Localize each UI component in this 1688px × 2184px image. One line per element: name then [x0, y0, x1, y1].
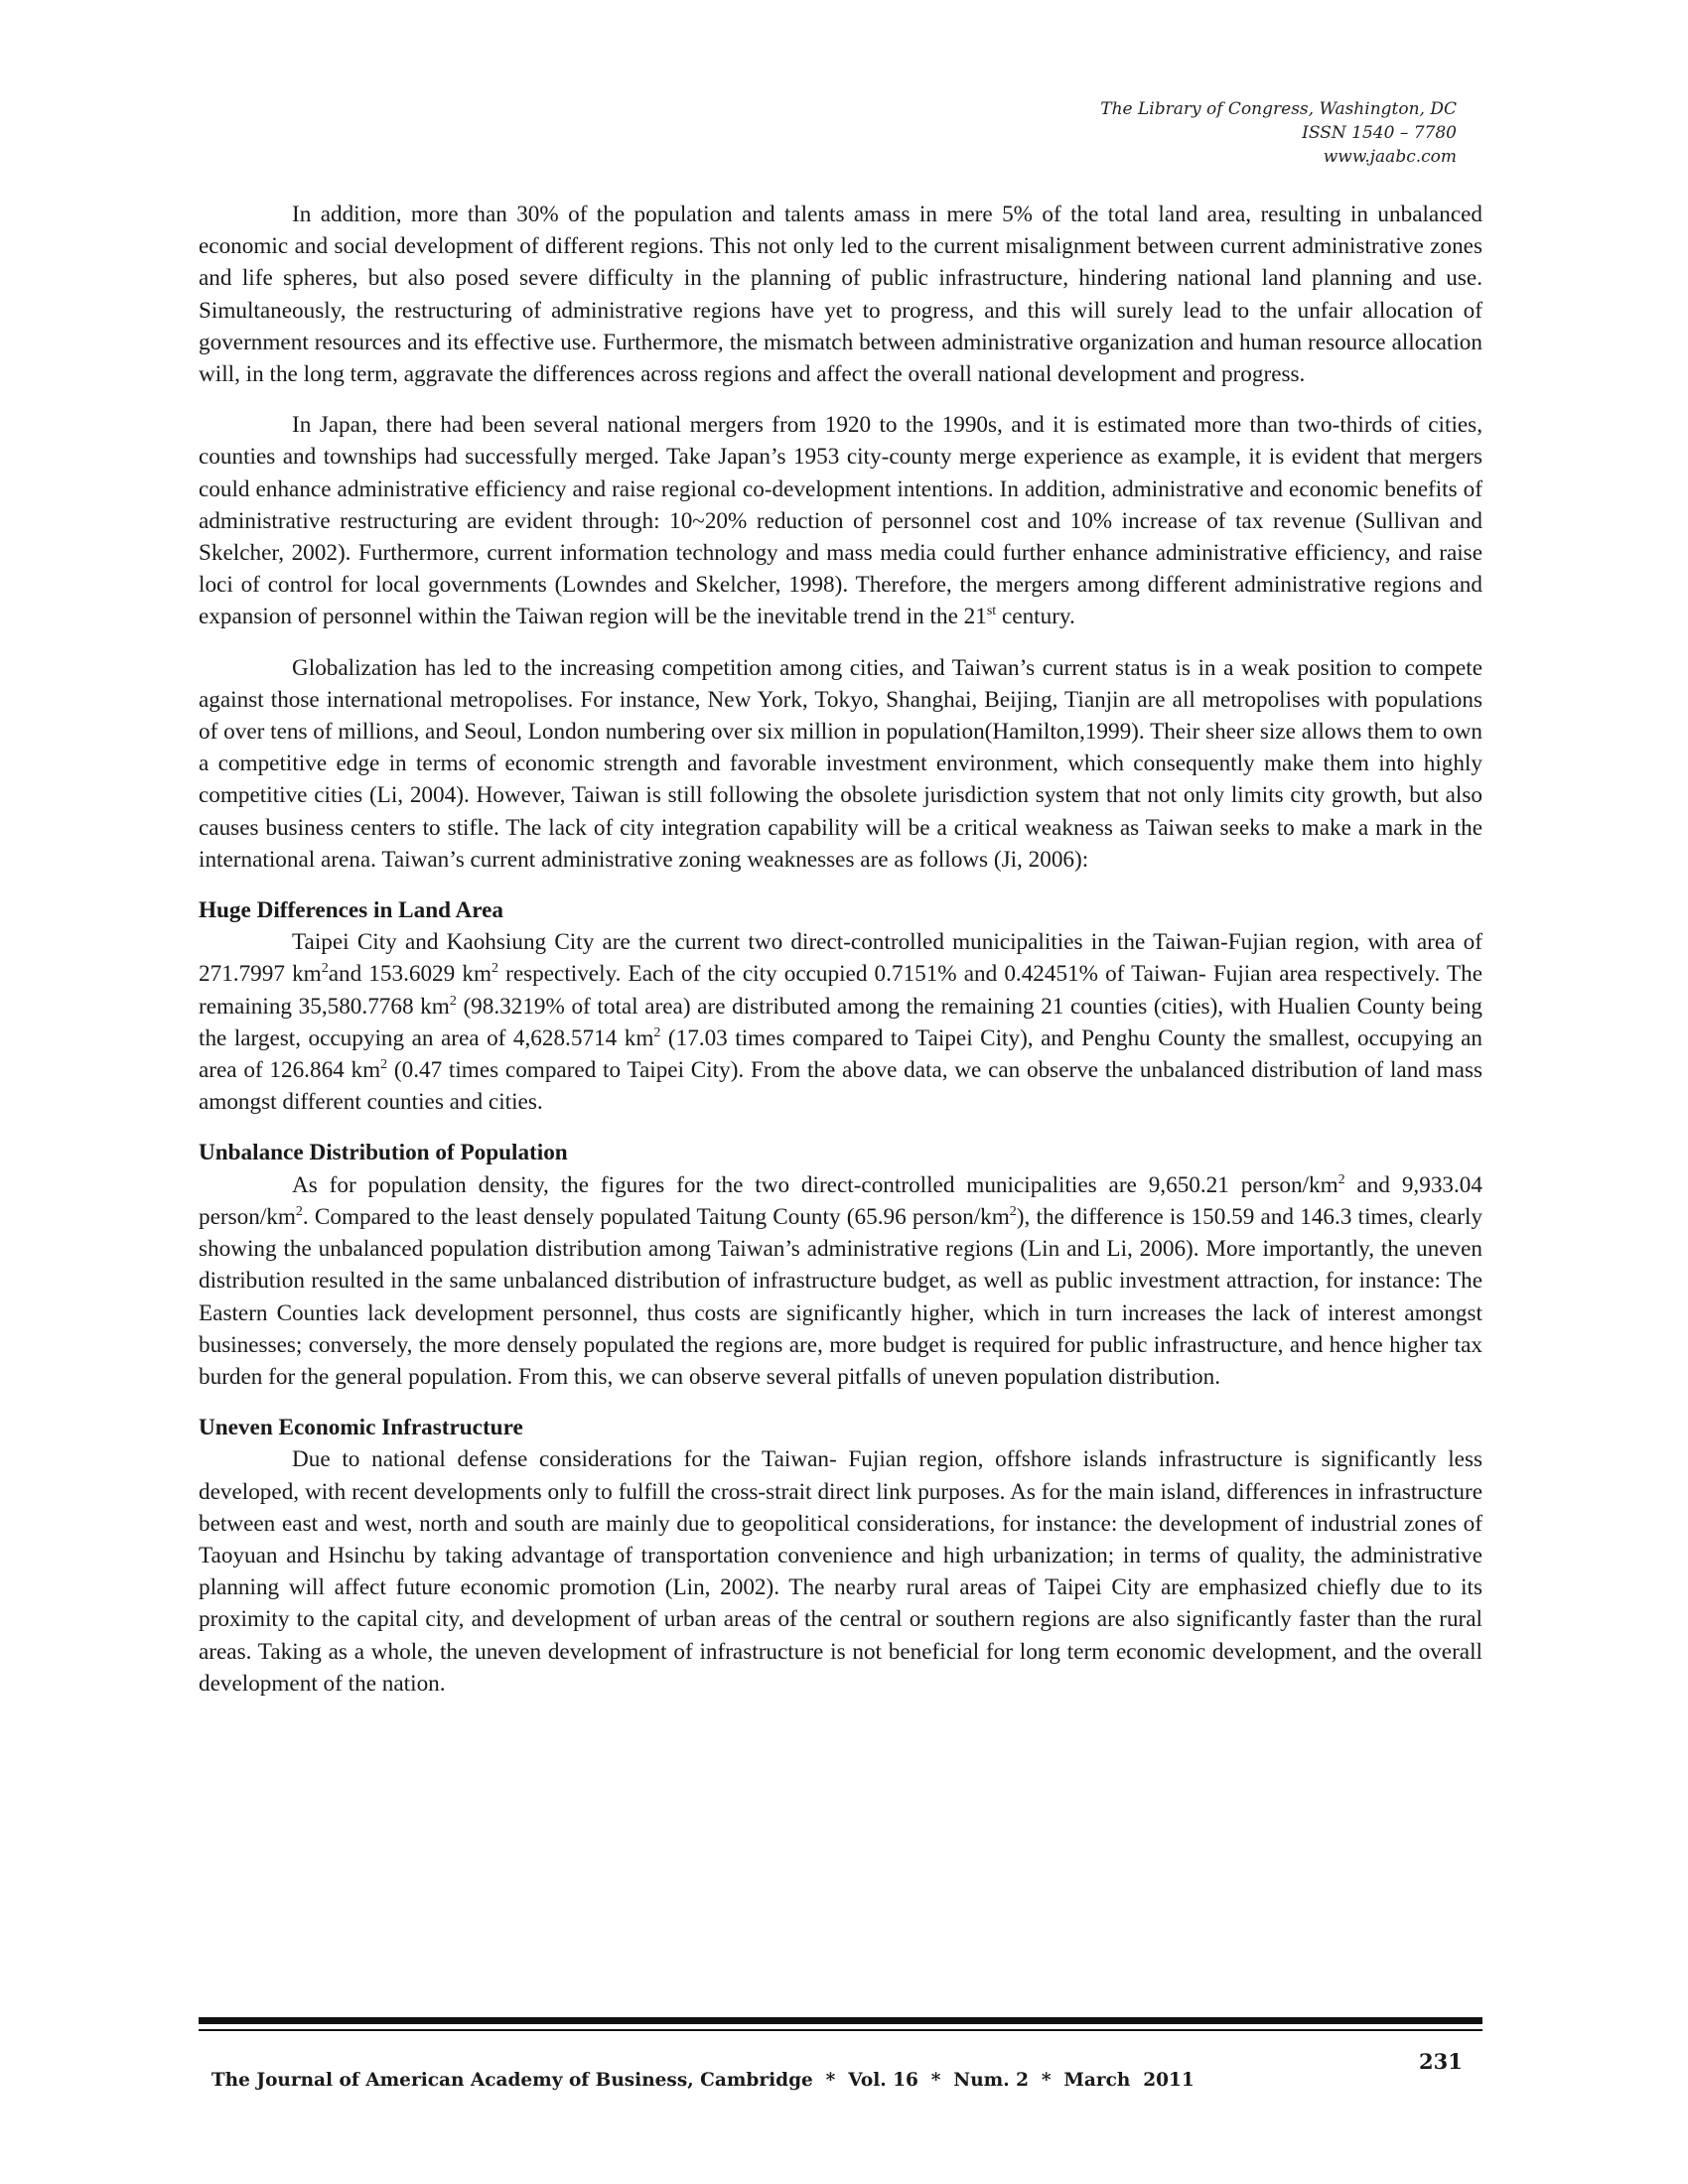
paragraph-text: Taipei City and Kaohsiung City are the current two direct-controlled municipalities in the Taiwan-Fujian region, with area of 271.7997 km: [199, 929, 1482, 988]
paragraph-text: In Japan, there had been several national mergers from 1920 to the 1990s, and it is estimated more than two-thirds of cities, counties and townships had successfully merged. Take Japan’s 1953 city-county merge experience as example, it is evident that mergers could enhance administrative efficiency and raise regional co-development intentions. In addition, administrative and economic benefits of administrative restructuring are evident through: 10~20% reduction of personnel cost and 10% increase of tax revenue (Sullivan and Skelcher, 2002). Furthermore, current information technology and mass media could further enhance administrative efficiency, and raise loci of control for local governments (Lowndes and Skelcher, 1998). Therefore, the mergers among different administrative regions and expansion of personnel within the Taiwan region will be the inevitable trend in the 21: [199, 412, 1482, 630]
superscript: st: [986, 604, 997, 619]
superscript: 2: [492, 961, 498, 977]
paragraph-text: (17.03 times compared to Taipei City), and Penghu County the smallest, occupying an area of 126.864 km: [199, 1024, 1482, 1084]
article-body: [199, 199, 1482, 1718]
superscript: 2: [295, 1203, 303, 1219]
paragraph-text: As for population density, the figures for the two direct-controlled municipalities are 9,650.21 person/km: [292, 1171, 1338, 1198]
paragraph-text: . Compared to the least densely populated Taitung County (65.96 person/km: [302, 1203, 1010, 1230]
header-website: www.jaabc.com: [1323, 147, 1457, 167]
paragraph-text: ), the difference is 150.59 and 146.3 times, clearly showing the unbalanced population distribution among Taiwan’s administrative regions (Lin and Li, 2006). More importantly, the uneven distribution resulted in the same unbalanced distribution of infrastructure budget, as well as public investment attraction, for instance: The Eastern Counties lack development personnel, thus costs are significantly higher, which in turn increases the lack of interest amongst businesses; conversely, the more densely populated the regions are, more budget is required for public infrastructure, and hence higher tax burden for the general population. From this, we can observe several pitfalls of uneven population distribution.: [199, 1203, 1482, 1390]
footer-rule-thin: [199, 2029, 1482, 2031]
running-footer: [199, 2049, 1482, 2112]
superscript: 2: [1009, 1203, 1017, 1219]
paragraph-text: respectively. Each of the city occupied 0.7151% and 0.42451% of Taiwan- Fujian area respectively. The remaining 35,580.7768 km: [199, 961, 1482, 1020]
paragraph-population-imbalance: In addition, more than 30% of the population and talents amass in mere 5% of the total land area, resulting in unbalanced economic and social development of different regions. This not only led to the current misalignment between current administrative zones and life spheres, but also posed severe difficulty in the planning of public infrastructure, hindering national land planning and use. Simultaneously, the restructuring of administrative regions have yet to progress, and this will surely lead to the unfair allocation of government resources and its effective use. Furthermore, the mismatch between administrative organization and human resource allocation will, in the long term, aggravate the differences across regions and affect the overall national development and progress.: [199, 202, 1482, 388]
paragraph-japan-mergers: [199, 409, 1482, 632]
superscript: 2: [321, 961, 329, 977]
superscript: 2: [449, 993, 457, 1009]
superscript: 2: [653, 1024, 661, 1040]
paragraph-text: century.: [1002, 604, 1075, 630]
section-heading-population: Unbalance Distribution of Population: [199, 1140, 568, 1166]
paragraph-globalization: Globalization has led to the increasing competition among cities, and Taiwan’s current status is in a weak position to compete against those international metropolises. For instance, New York, Tokyo, Shanghai, Beijing, Tianjin are all metropolises with populations of over tens of millions, and Seoul, London numbering over six million in population(Hamilton,1999). Their sheer size allows them to own a competitive edge in terms of economic strength and favorable investment environment, which consequently make them into highly competitive cities (Li, 2004). However, Taiwan is still following the obsolete jurisdiction system that not only limits city growth, but also causes business centers to stifle. The lack of city integration capability will be a critical weakness as Taiwan seeks to make a mark in the international arena. Taiwan’s current administrative zoning weaknesses are as follows (Ji, 2006):: [199, 654, 1482, 873]
paragraph-text: (98.3219% of total area) are distributed among the remaining 21 counties (cities), with Hualien County being the largest, occupying an area of 4,628.5714 km: [199, 993, 1483, 1051]
section-heading-land-area: Huge Differences in Land Area: [199, 897, 504, 924]
header-issn: ISSN 1540 – 7780: [1302, 123, 1457, 143]
superscript: 2: [380, 1057, 388, 1073]
paragraph-text: and 9,933.04 person/km: [199, 1171, 1482, 1230]
superscript: 2: [1337, 1171, 1345, 1187]
page-number: 231: [1419, 2049, 1463, 2074]
section-heading-infrastructure: Uneven Economic Infrastructure: [199, 1415, 523, 1441]
header-library: The Library of Congress, Washington, DC: [1100, 99, 1457, 119]
paragraph-population-density: [199, 1169, 1482, 1393]
paragraph-land-area: [199, 926, 1482, 1118]
footer-rule-thick: [199, 2017, 1482, 2024]
paragraph-text: (0.47 times compared to Taipei City). From the above data, we can observe the unbalanced distribution of land mass amongst different counties and cities.: [199, 1057, 1482, 1116]
paragraph-infrastructure: Due to national defense considerations for the Taiwan- Fujian region, offshore islands infrastructure is significantly less developed, with recent developments only to fulfill the cross-strait direct link purposes. As for the main island, differences in infrastructure between east and west, north and south are mainly due to geopolitical considerations, for instance: the development of industrial zones of Taoyuan and Hsinchu by taking advantage of transportation convenience and high urbanization; in terms of quality, the administrative planning will affect future economic promotion (Lin, 2002). The nearby rural areas of Taipei City are emphasized chiefly due to its proximity to the capital city, and development of urban areas of the central or southern regions are also significantly faster than the rural areas. Taking as a whole, the uneven development of infrastructure is not beneficial for long term economic development, and the overall development of the nation.: [199, 1446, 1482, 1697]
footer-journal-citation: The Journal of American Academy of Business, Cambridge * Vol. 16 * Num. 2 * March 2011: [211, 2070, 1195, 2091]
running-header: [1100, 97, 1457, 169]
paragraph-text: and 153.6029 km: [328, 961, 492, 988]
